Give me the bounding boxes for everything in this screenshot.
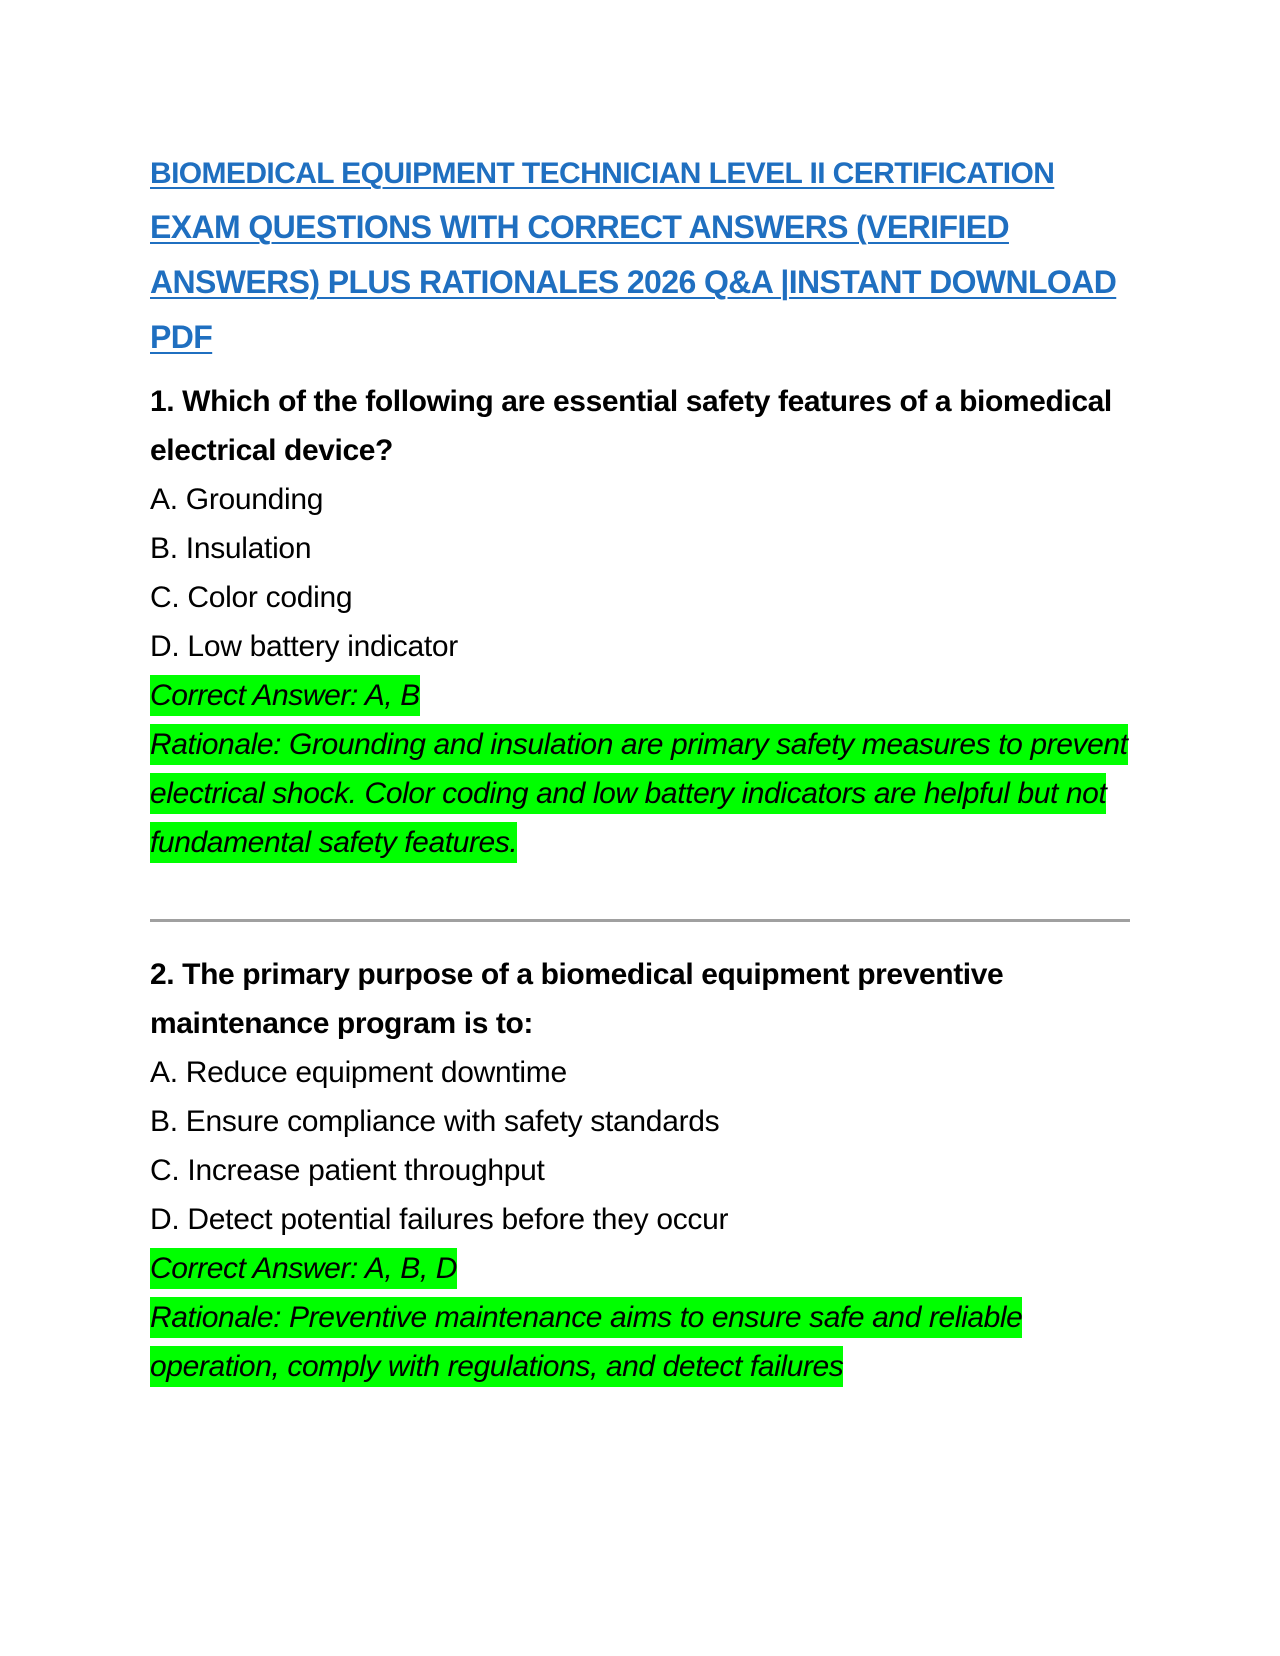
rationale-text: Rationale: Grounding and insulation are primary safety measures to prevent electrical shock. Color coding and low battery indicators are helpful but not fundamental safety features. [150,724,1128,863]
rationale [150,1293,1130,1391]
option-b: B. Ensure compliance with safety standards [150,1105,720,1138]
option-list [150,475,1130,671]
option-d: D. Detect potential failures before they occur [150,1203,729,1236]
correct-answer-text: Correct Answer: A, B, D [150,1248,457,1289]
document-title[interactable] [150,148,1130,365]
rationale-text: Rationale: Preventive maintenance aims to ensure safe and reliable operation, comply with regulations, and detect failures [150,1297,1022,1387]
question-divider [150,919,1130,922]
option-c: C. Color coding [150,581,353,614]
option-a: A. Reduce equipment downtime [150,1056,567,1089]
document-page [150,148,1130,1391]
question-stem: 1. Which of the following are essential safety features of a biomedical electrical device? [150,385,1112,467]
title-line-2[interactable]: EXAM QUESTIONS WITH CORRECT ANSWERS (VERIFIED ANSWERS) PLUS RATIONALES 2026 Q&A |INSTANT DOWNLOAD PDF [150,209,1117,355]
option-c: C. Increase patient throughput [150,1154,545,1187]
correct-answer [150,671,1130,720]
option-a: A. Grounding [150,483,324,516]
rationale [150,720,1130,867]
question-2 [150,950,1130,1391]
option-d: D. Low battery indicator [150,630,458,663]
question-stem: 2. The primary purpose of a biomedical equipment preventive maintenance program is to: [150,958,1004,1040]
option-list [150,1048,1130,1244]
correct-answer-text: Correct Answer: A, B [150,675,420,716]
title-line-1[interactable]: BIOMEDICAL EQUIPMENT TECHNICIAN LEVEL II CERTIFICATION [150,157,1055,190]
option-b: B. Insulation [150,532,312,565]
correct-answer [150,1244,1130,1293]
question-1 [150,377,1130,867]
